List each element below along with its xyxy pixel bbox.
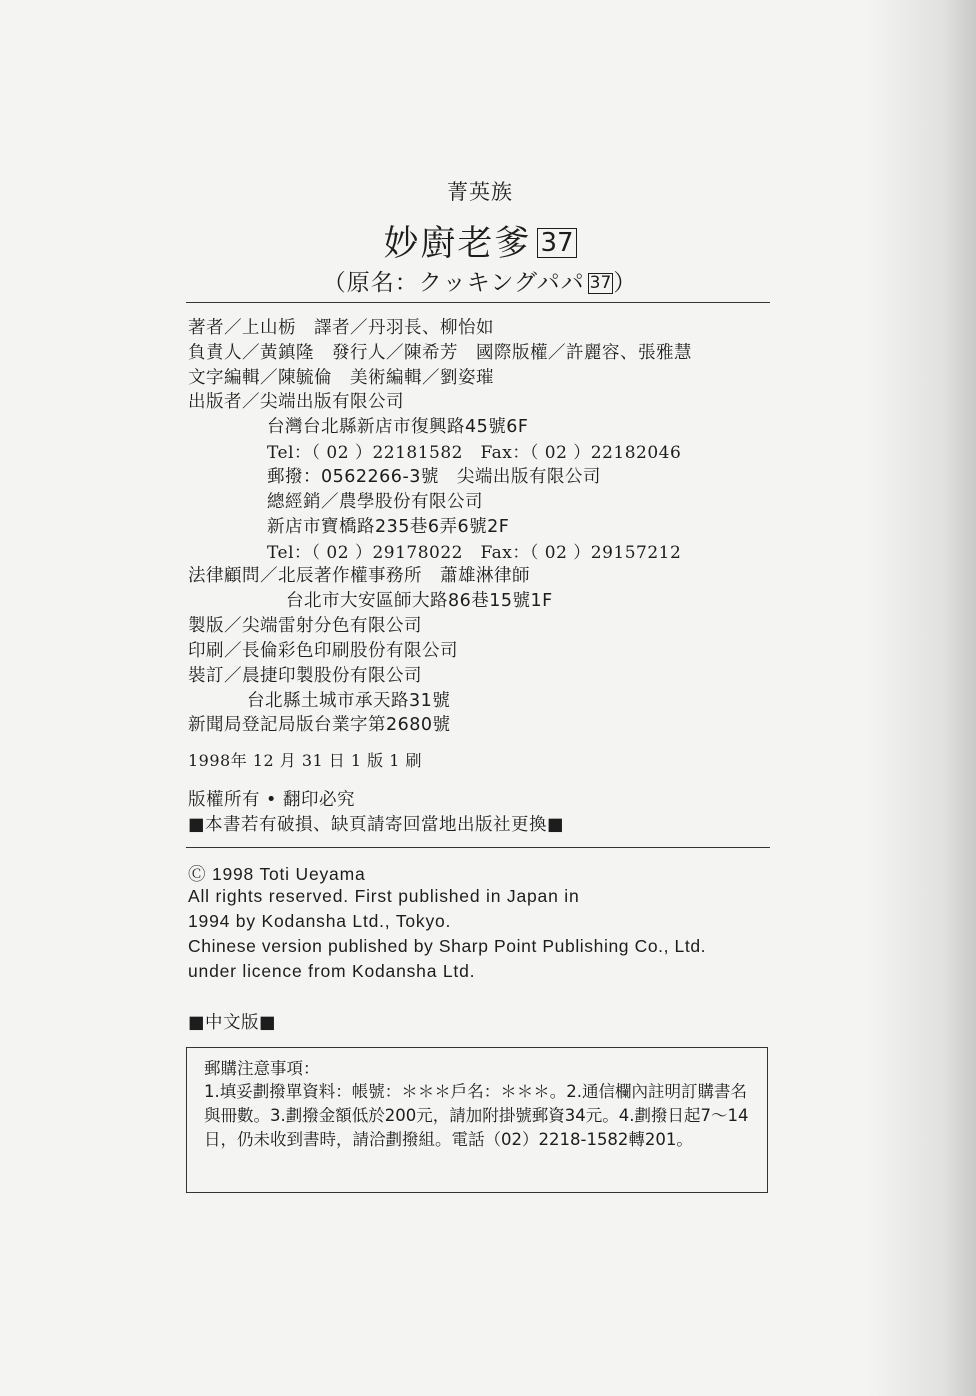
credit-intl-rights: 國際版權／許麗容、張雅慧 <box>476 343 692 363</box>
credit-art-editor: 美術編輯／劉姿璀 <box>350 368 494 388</box>
copyright-line-5: under licence from Kodansha Ltd. <box>188 961 476 981</box>
publisher-tel-fax: Tel：（ 02 ）22181582 Fax：（ 02 ）22182046 <box>267 443 682 463</box>
credit-translator: 譯者／丹羽長、柳怡如 <box>314 318 494 338</box>
credit-distributor: 總經銷／農學股份有限公司 <box>267 492 483 512</box>
book-title-text: 妙廚老爹 <box>383 224 532 264</box>
rights-reserved: 版權所有 • 翻印必究 <box>188 790 355 810</box>
credit-staff-line <box>188 339 692 364</box>
order-notice-box <box>186 1047 768 1193</box>
legal-address: 台北市大安區師大路86巷15號1F <box>286 591 553 611</box>
original-title <box>0 264 960 297</box>
original-title-suffix: ） <box>613 270 638 296</box>
order-notice-body: 1.填妥劃撥單資料：帳號：＊＊＊戶名：＊＊＊。2.通信欄內註明訂購書名與冊數。3.劃撥金額低於200元，請加附掛號郵資34元。4.劃撥日起7～14日，仍未收到書時，請洽劃撥組。電話（02）2218-1582轉201。 <box>204 1082 749 1149</box>
copyright-line-4: Chinese version published by Sharp Point Publishing Co., Ltd. <box>188 936 707 956</box>
credit-responsible: 負責人／黃鎮隆 <box>188 343 314 363</box>
copyright-line-3: 1994 by Kodansha Ltd., Tokyo. <box>188 911 452 931</box>
credit-binding: 裝訂／晨捷印製股份有限公司 <box>188 666 422 686</box>
credit-issuer: 發行人／陳希芳 <box>332 343 458 363</box>
credit-author: 著者／上山栃 <box>188 318 296 338</box>
original-title-prefix: （原名：クッキングパパ <box>322 270 585 296</box>
replacement-notice: ■本書若有破損、缺頁請寄回當地出版社更換■ <box>188 815 565 835</box>
order-notice-heading: 郵購注意事項： <box>204 1059 320 1078</box>
divider-bottom <box>186 847 770 848</box>
distributor-address: 新店市寶橋路235巷6弄6號2F <box>267 517 510 537</box>
postal-account: 郵撥：0562266-3號 尖端出版有限公司 <box>267 467 601 487</box>
registration-number: 新聞局登記局版台業字第2680號 <box>188 715 451 735</box>
distributor-tel-fax: Tel：（ 02 ）29178022 Fax：（ 02 ）29157212 <box>267 543 682 563</box>
volume-number: 37 <box>537 228 576 258</box>
edition-date: 1998年 12 月 31 日 1 版 1 刷 <box>188 751 422 770</box>
credit-printing: 印刷／長倫彩色印刷股份有限公司 <box>188 641 458 661</box>
credit-publisher: 出版者／尖端出版有限公司 <box>188 392 404 412</box>
edition-label: ■中文版■ <box>188 1013 277 1033</box>
page-edge-shadow <box>866 0 976 1396</box>
binding-address: 台北縣土城市承天路31號 <box>247 691 451 711</box>
copyright-line-1: Ⓒ 1998 Toti Ueyama <box>188 864 366 884</box>
credit-text-editor: 文字編輯／陳毓倫 <box>188 368 332 388</box>
original-volume-number: 37 <box>589 273 612 293</box>
divider-top <box>186 302 770 303</box>
credit-legal: 法律顧問／北辰著作權事務所 蕭雄淋律師 <box>188 566 530 586</box>
publisher-address: 台灣台北縣新店市復興路45號6F <box>267 417 529 437</box>
series-name: 菁英族 <box>447 180 513 204</box>
credit-editor-line <box>188 364 494 389</box>
book-title <box>0 216 960 266</box>
copyright-line-2: All rights reserved. First published in Japan in <box>188 886 580 906</box>
credit-author-line <box>188 314 494 339</box>
credit-plate: 製版／尖端雷射分色有限公司 <box>188 616 422 636</box>
